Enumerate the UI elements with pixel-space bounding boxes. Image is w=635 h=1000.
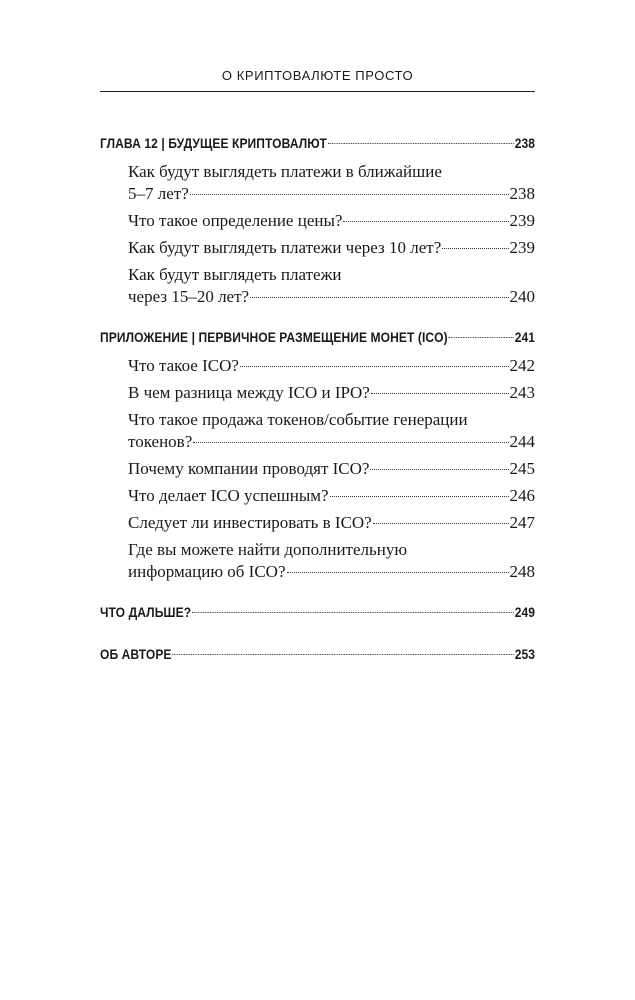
toc-whats-next[interactable] <box>100 599 535 625</box>
dot-leader <box>190 194 509 195</box>
page-number: 242 <box>509 356 535 375</box>
chapter-title: ПРИЛОЖЕНИЕ | ПЕРВИЧНОЕ РАЗМЕЩЕНИЕ МОНЕТ (ICO) <box>100 329 448 345</box>
page-number: 241 <box>514 329 536 345</box>
page-number: 238 <box>509 184 535 203</box>
chapter-title: ЧТО ДАЛЬШЕ? <box>100 604 192 620</box>
dot-leader <box>449 337 514 338</box>
dot-leader <box>330 496 509 497</box>
dot-leader <box>343 221 508 222</box>
dot-leader <box>193 442 508 443</box>
toc-chapter-12[interactable] <box>100 130 535 156</box>
toc-entry[interactable] <box>100 512 535 534</box>
toc-entry[interactable] <box>100 355 535 377</box>
dot-leader <box>371 393 509 394</box>
toc-entry[interactable] <box>100 485 535 507</box>
entry-title: Почему компании проводят ICO? <box>128 459 370 478</box>
header-rule <box>100 91 535 92</box>
entry-title-line1: Как будут выглядеть платежи <box>128 265 342 284</box>
dot-leader <box>442 248 508 249</box>
page-number: 249 <box>514 604 536 620</box>
page-number: 248 <box>509 562 535 581</box>
dot-leader <box>328 143 514 144</box>
entry-title: В чем разница между ICO и IPO? <box>128 383 370 402</box>
dot-leader <box>370 469 508 470</box>
page-number: 238 <box>514 135 536 151</box>
entry-title: Что такое ICO? <box>128 356 239 375</box>
toc-entry[interactable] <box>100 210 535 232</box>
dot-leader <box>373 523 509 524</box>
toc-entry[interactable] <box>100 409 535 453</box>
page-number: 247 <box>509 513 535 532</box>
toc-entry[interactable] <box>100 382 535 404</box>
page-number: 240 <box>509 287 535 306</box>
entry-title: 5–7 лет? <box>128 184 189 203</box>
toc-appendix[interactable] <box>100 324 535 350</box>
dot-leader <box>250 297 508 298</box>
entry-title: через 15–20 лет? <box>128 287 250 306</box>
entry-title-line1: Как будут выглядеть платежи в ближайшие <box>128 162 442 181</box>
dot-leader <box>287 572 509 573</box>
page-number: 244 <box>509 432 535 451</box>
page-number: 239 <box>509 238 535 257</box>
toc-entry[interactable] <box>100 264 535 308</box>
page-number: 239 <box>509 211 535 230</box>
running-head: О КРИПТОВАЛЮТЕ ПРОСТО <box>221 68 414 83</box>
toc-entry[interactable] <box>100 161 535 205</box>
dot-leader <box>240 366 509 367</box>
page-number: 243 <box>509 383 535 402</box>
page-number: 245 <box>509 459 535 478</box>
chapter-title: ГЛАВА 12 | БУДУЩЕЕ КРИПТОВАЛЮТ <box>100 135 327 151</box>
entry-title-line1: Где вы можете найти дополнительную <box>128 540 408 559</box>
dot-leader <box>172 654 513 655</box>
entry-title: Следует ли инвестировать в ICO? <box>128 513 372 532</box>
entry-title: Что делает ICO успешным? <box>128 486 329 505</box>
entry-title: информацию об ICO? <box>128 562 286 581</box>
table-of-contents <box>100 130 535 667</box>
page-number: 246 <box>509 486 535 505</box>
toc-entry[interactable] <box>100 458 535 480</box>
toc-entry[interactable] <box>100 539 535 583</box>
entry-title-line1: Что такое продажа токенов/событие генерации <box>128 410 468 429</box>
page-number: 253 <box>514 646 536 662</box>
entry-title: токенов? <box>128 432 193 451</box>
entry-title: Как будут выглядеть платежи через 10 лет? <box>128 238 442 257</box>
toc-entry[interactable] <box>100 237 535 259</box>
toc-about-author[interactable] <box>100 641 535 667</box>
chapter-title: ОБ АВТОРЕ <box>100 646 172 662</box>
dot-leader <box>192 612 514 613</box>
entry-title: Что такое определение цены? <box>128 211 343 230</box>
